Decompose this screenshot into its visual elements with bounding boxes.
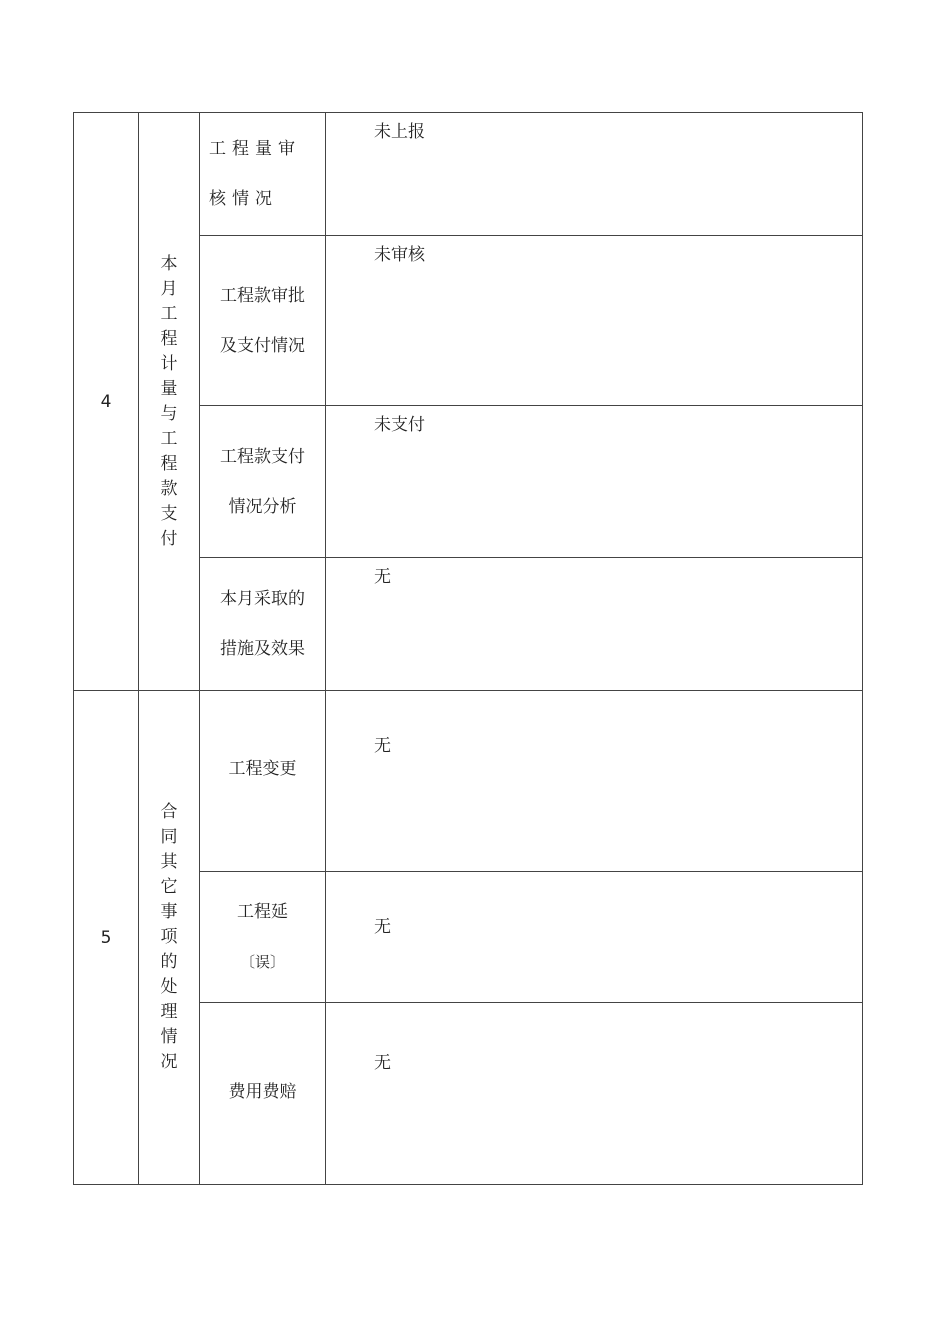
item-value: 无 — [374, 567, 391, 587]
item-value: 无 — [374, 736, 391, 756]
item-label-cell — [200, 113, 326, 236]
item-label-cell — [200, 406, 326, 558]
item-value: 未上报 — [374, 122, 425, 142]
report-table — [73, 112, 863, 1185]
item-label: 工程变更 — [228, 759, 297, 779]
item-label-cell — [200, 872, 326, 1003]
item-value-cell — [326, 558, 863, 691]
table-row — [74, 113, 863, 236]
item-value-cell — [326, 113, 863, 236]
item-value: 无 — [374, 917, 391, 937]
item-value: 未支付 — [374, 415, 425, 435]
item-value: 无 — [374, 1053, 391, 1073]
section-number-cell — [74, 113, 139, 691]
item-value-cell — [326, 406, 863, 558]
item-label: 本月采取的措施及效果 — [220, 589, 305, 659]
item-label-cell — [200, 691, 326, 872]
item-value-cell — [326, 872, 863, 1003]
item-label-suffix: 〔误〕 — [239, 953, 285, 971]
table-row — [74, 691, 863, 872]
section-category-cell — [139, 691, 200, 1185]
section-category: 本月工程计量与工程款支付 — [160, 253, 178, 549]
section-number-cell — [74, 691, 139, 1185]
item-label: 工程延 — [237, 902, 288, 922]
section-number: 4 — [100, 391, 112, 412]
item-label-cell — [200, 236, 326, 406]
item-label: 费用费赔 — [228, 1082, 297, 1102]
item-label: 工程款审批及支付情况 — [220, 285, 305, 356]
item-value-cell — [326, 691, 863, 872]
section-category: 合同其它事项的处理情况 — [160, 802, 178, 1072]
item-value: 未审核 — [374, 245, 425, 265]
item-label-cell — [200, 1003, 326, 1185]
item-value-cell — [326, 1003, 863, 1185]
section-number: 5 — [100, 927, 112, 948]
item-label: 工程款支付情况分析 — [220, 446, 305, 517]
item-label: 工程量审核情况 — [209, 139, 301, 209]
item-value-cell — [326, 236, 863, 406]
item-label-cell — [200, 558, 326, 691]
section-category-cell — [139, 113, 200, 691]
